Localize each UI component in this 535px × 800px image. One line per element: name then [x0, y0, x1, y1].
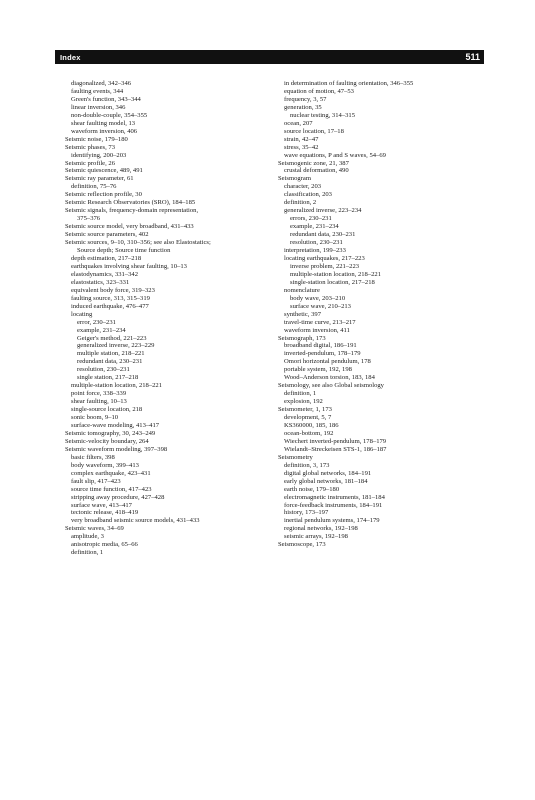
index-entry: tectonic release, 418–419	[71, 509, 139, 517]
index-entry: elastodynamics, 331–342	[71, 270, 139, 278]
index-entry: single-station location, 217–218	[290, 278, 375, 286]
index-entry: in determination of faulting orientation, 346–355	[284, 80, 414, 87]
index-entry: interpretation, 199–233	[284, 247, 346, 255]
index-entry: point force, 338–339	[71, 390, 127, 398]
index-entry: electromagnetic instruments, 181–184	[284, 493, 385, 501]
index-entry: single-source location, 218	[71, 406, 143, 414]
index-entry: 375–376	[77, 215, 101, 223]
index-entry: multiple-station location, 218–221	[71, 382, 163, 390]
index-entry: single station, 217–218	[77, 374, 139, 382]
index-entry: definition, 75–76	[71, 183, 117, 191]
index-entry: multiple-station location, 218–221	[290, 270, 382, 278]
index-entry: equivalent body force, 319–323	[71, 286, 155, 294]
index-entry: Seismograph, 173	[278, 334, 326, 342]
index-entry: synthetic, 397	[284, 310, 321, 318]
index-entry: Omori horizontal pendulum, 178	[284, 358, 371, 366]
index-entry: locating earthquakes, 217–223	[284, 254, 365, 262]
index-entry: Seismic phases, 73	[65, 143, 115, 151]
index-entry: resolution, 230–231	[290, 239, 343, 247]
index-entry: Seismic Research Observatories (SRO), 184–185	[65, 199, 196, 207]
index-entry: KS360000, 185, 186	[284, 421, 339, 429]
index-entry: Seismic noise, 179–180	[65, 135, 128, 143]
index-entry: linear inversion, 346	[71, 103, 126, 111]
index-entry: redundant data, 230–231	[77, 358, 143, 366]
index-entry: shear faulting model, 13	[71, 119, 136, 127]
index-entry: example, 231–234	[290, 223, 339, 231]
index-entry: complex earthquake, 423–431	[71, 469, 151, 477]
index-entry: regional networks, 192–198	[284, 525, 358, 533]
index-entry: Seismic sources, 9–10, 310–356; see also Elastostatics;	[65, 239, 211, 247]
index-entry: anisotropic media, 65–66	[71, 541, 138, 549]
index-entry: amplitude, 3	[71, 533, 104, 541]
index-entry: depth estimation, 217–218	[71, 254, 142, 262]
index-entry: definition, 1	[284, 390, 317, 398]
index-entry: ocean, 207	[284, 119, 313, 127]
index-entry: Seismic quiescence, 489, 491	[65, 167, 143, 175]
index-entry: strain, 42–47	[284, 135, 319, 143]
index-entry: Geiger's method, 221–223	[77, 334, 147, 342]
index-entry: nuclear testing, 314–315	[290, 111, 356, 119]
index-entry: source location, 17–18	[284, 127, 344, 135]
index-entry: frequency, 3, 57	[284, 95, 327, 103]
index-entry: surface-wave modeling, 413–417	[71, 421, 160, 429]
index-entry: surface wave, 210–213	[290, 302, 351, 310]
index-entry: Seismic signals, frequency-domain representation,	[65, 207, 199, 215]
index-entry: history, 173–197	[284, 509, 329, 517]
index-entry: generalized inverse, 223–234	[284, 207, 362, 215]
index-entry: Seismic tomography, 30, 243–249	[65, 429, 156, 437]
index-entry: character, 203	[284, 183, 322, 191]
index-entry: earthquakes involving shear faulting, 10–13	[71, 262, 187, 270]
index-entry: multiple station, 218–221	[77, 350, 145, 358]
index-entry: Green's function, 343–344	[71, 95, 141, 103]
index-entry: Seismometry	[278, 453, 313, 461]
index-entry: generation, 35	[284, 103, 322, 111]
index-entry: nomenclature	[284, 286, 320, 294]
index-entry: Seismogenic zone, 21, 387	[278, 159, 349, 167]
index-entry: body wave, 203–210	[290, 294, 346, 302]
index-entry: elastostatics, 323–331	[71, 278, 130, 286]
index-entry: Seismic profile, 26	[65, 159, 115, 167]
index-entry: digital global networks, 184–191	[284, 469, 372, 477]
index-entry: locating	[71, 310, 93, 318]
index-entry: basic filters, 398	[71, 453, 115, 461]
index-entry: early global networks, 181–184	[284, 477, 368, 485]
index-entry: redundant data, 230–231	[290, 231, 356, 239]
index-entry: Source depth; Source time function	[77, 247, 171, 255]
index-column-right	[278, 80, 484, 549]
index-entry: broadband digital, 186–191	[284, 342, 357, 350]
index-entry: definition, 1	[71, 549, 104, 557]
page-number: 511	[465, 52, 480, 62]
index-entry: faulting source, 313, 315–319	[71, 294, 150, 302]
index-entry: Seismic source model, very broadband, 431–433	[65, 223, 194, 231]
index-entry: diagonalized, 342–346	[71, 80, 132, 87]
running-header	[55, 50, 484, 64]
index-entry: classification, 203	[284, 191, 332, 199]
index-entry: stress, 35–42	[284, 143, 319, 151]
index-entry: equation of motion, 47–53	[284, 87, 354, 95]
index-entry: waveform inversion, 411	[284, 326, 350, 334]
index-entry: Seismology, see also Global seismology	[278, 382, 384, 390]
index-entry: fault slip, 417–423	[71, 477, 121, 485]
index-entry: inertial pendulum systems, 174–179	[284, 517, 380, 525]
index-entry: error, 230–231	[77, 318, 116, 326]
index-entry: Seismometer, 1, 173	[278, 406, 332, 414]
index-entry: travel-time curve, 213–217	[284, 318, 356, 326]
index-entry: shear faulting, 10–13	[71, 398, 127, 406]
index-entry: explosion, 192	[284, 398, 323, 406]
index-entry: waveform inversion, 406	[71, 127, 138, 135]
index-entry: wave equations, P and S waves, 54–69	[284, 151, 386, 159]
index-entry: resolution, 230–231	[77, 366, 130, 374]
index-entry: body waveform, 399–413	[71, 461, 139, 469]
index-entry: very broadband seismic source models, 431–433	[71, 517, 200, 525]
index-entry: Wielandt–Streckeisen STS-1, 186–187	[284, 445, 387, 453]
index-entry: source time function, 417–423	[71, 485, 152, 493]
index-entry: surface wave, 413–417	[71, 501, 132, 509]
index-entry: faulting events, 344	[71, 87, 124, 95]
index-entry: errors, 230–231	[290, 215, 332, 223]
index-entry: earth noise, 179–180	[284, 485, 340, 493]
index-entry: generalized inverse, 223–229	[77, 342, 155, 350]
index-entry: identifying, 200–203	[71, 151, 127, 159]
index-entry: non-double-couple, 354–355	[71, 111, 148, 119]
index-entry: Seismic waveform modeling, 397–398	[65, 445, 168, 453]
index-entry: Seismoscope, 173	[278, 541, 326, 549]
index-entry: sonic boom, 9–10	[71, 414, 119, 422]
index-entry: force-feedback instruments, 184–191	[284, 501, 383, 509]
index-entry: Seismic waves, 34–69	[65, 525, 124, 533]
index-entry: example, 231–234	[77, 326, 126, 334]
index-entry: definition, 3, 173	[284, 461, 330, 469]
index-entry: inverted-pendulum, 178–179	[284, 350, 361, 358]
index-entry: induced earthquake, 476–477	[71, 302, 149, 310]
index-column-left	[65, 80, 270, 557]
index-entry: Seismic-velocity boundary, 264	[65, 437, 149, 445]
index-entry: development, 5, 7	[284, 414, 332, 422]
index-entry: Seismic source parameters, 402	[65, 231, 149, 239]
header-title: Index	[60, 52, 81, 62]
index-entry: seismic arrays, 192–198	[284, 533, 348, 541]
index-entry: inverse problem, 221–223	[290, 262, 360, 270]
index-entry: Seismic reflection profile, 30	[65, 191, 142, 199]
index-entry: Wiechert inverted-pendulum, 178–179	[284, 437, 387, 445]
index-entry: portable system, 192, 198	[284, 366, 352, 374]
index-entry: Seismogram	[278, 175, 311, 183]
index-entry: stripping away procedure, 427–428	[71, 493, 165, 501]
index-entry: definition, 2	[284, 199, 317, 207]
index-entry: crustal deformation, 490	[284, 167, 349, 175]
index-entry: Wood–Anderson torsion, 183, 184	[284, 374, 375, 382]
index-entry: Seismic ray parameter, 61	[65, 175, 134, 183]
index-entry: ocean-bottom, 192	[284, 429, 334, 437]
